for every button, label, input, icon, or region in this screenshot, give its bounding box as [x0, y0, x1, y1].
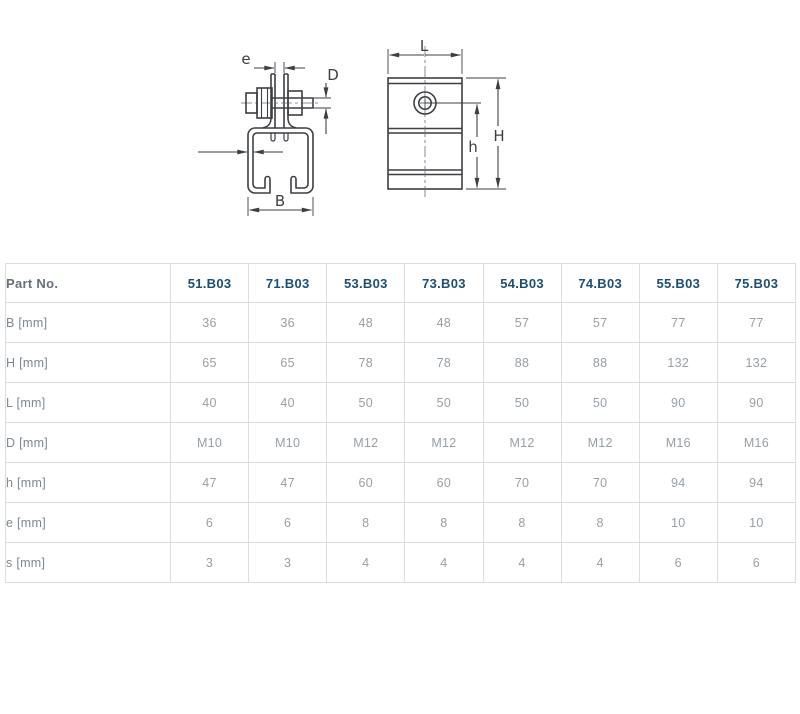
value-cell: 10 [717, 503, 795, 543]
e-extension-lines [275, 62, 284, 73]
table-row [6, 503, 796, 543]
row-label: B [mm] [6, 303, 171, 343]
value-cell: M12 [327, 423, 405, 463]
value-cell: 65 [171, 343, 249, 383]
value-cell: 78 [405, 343, 483, 383]
row-label: h [mm] [6, 463, 171, 503]
table-row [6, 423, 796, 463]
value-cell: 4 [483, 543, 561, 583]
row-label: e [mm] [6, 503, 171, 543]
value-cell: 4 [327, 543, 405, 583]
row-label: L [mm] [6, 383, 171, 423]
value-cell: 6 [639, 543, 717, 583]
value-cell: 3 [249, 543, 327, 583]
dim-label-H: H [493, 127, 505, 145]
value-cell: 90 [717, 383, 795, 423]
value-cell: 88 [483, 343, 561, 383]
dim-label-B: B [274, 192, 286, 210]
value-cell: 90 [639, 383, 717, 423]
value-cell: 48 [405, 303, 483, 343]
dim-label-e: e [241, 50, 251, 68]
value-cell: 50 [405, 383, 483, 423]
part-number-header: 51.B03 [171, 264, 249, 303]
value-cell: 3 [171, 543, 249, 583]
value-cell: M12 [405, 423, 483, 463]
value-cell: 47 [249, 463, 327, 503]
value-cell: 40 [249, 383, 327, 423]
side-view-figure [388, 46, 462, 200]
value-cell: 8 [405, 503, 483, 543]
value-cell: 50 [561, 383, 639, 423]
spec-table [5, 263, 796, 583]
value-cell: 6 [171, 503, 249, 543]
value-cell: 47 [171, 463, 249, 503]
dim-label-h: h [468, 138, 478, 156]
value-cell: 77 [717, 303, 795, 343]
table-header-row [6, 264, 796, 303]
value-cell: 50 [327, 383, 405, 423]
value-cell: 40 [171, 383, 249, 423]
part-number-header: 74.B03 [561, 264, 639, 303]
value-cell: 70 [561, 463, 639, 503]
row-label: D [mm] [6, 423, 171, 463]
value-cell: 36 [249, 303, 327, 343]
value-cell: 6 [717, 543, 795, 583]
technical-drawings [0, 0, 800, 250]
part-number-header: 73.B03 [405, 264, 483, 303]
part-number-header: 71.B03 [249, 264, 327, 303]
table-row [6, 543, 796, 583]
part-number-header: 55.B03 [639, 264, 717, 303]
dim-label-L: L [419, 37, 429, 55]
value-cell: 4 [405, 543, 483, 583]
value-cell: 77 [639, 303, 717, 343]
value-cell: 57 [483, 303, 561, 343]
value-cell: M10 [249, 423, 327, 463]
value-cell: 48 [327, 303, 405, 343]
value-cell: 57 [561, 303, 639, 343]
value-cell: 132 [717, 343, 795, 383]
value-cell: 36 [171, 303, 249, 343]
value-cell: M10 [171, 423, 249, 463]
value-cell: 65 [249, 343, 327, 383]
value-cell: M12 [483, 423, 561, 463]
value-cell: 88 [561, 343, 639, 383]
strap-tab-left [271, 133, 275, 141]
value-cell: 10 [639, 503, 717, 543]
value-cell: M12 [561, 423, 639, 463]
table-row [6, 383, 796, 423]
value-cell: 70 [483, 463, 561, 503]
dim-label-D: D [327, 66, 339, 84]
part-number-header: 54.B03 [483, 264, 561, 303]
c-profile-outline [248, 128, 313, 193]
part-number-header: 53.B03 [327, 264, 405, 303]
value-cell: 78 [327, 343, 405, 383]
value-cell: 8 [483, 503, 561, 543]
value-cell: 6 [249, 503, 327, 543]
row-label: H [mm] [6, 343, 171, 383]
corner-label: Part No. [6, 264, 171, 303]
value-cell: 4 [561, 543, 639, 583]
value-cell: 94 [639, 463, 717, 503]
value-cell: 8 [327, 503, 405, 543]
value-cell: 60 [327, 463, 405, 503]
value-cell: 94 [717, 463, 795, 503]
table-row [6, 463, 796, 503]
row-label: s [mm] [6, 543, 171, 583]
value-cell: 60 [405, 463, 483, 503]
strap-tab-right [284, 133, 288, 141]
front-view-figure [241, 74, 321, 193]
value-cell: 8 [561, 503, 639, 543]
value-cell: M16 [717, 423, 795, 463]
value-cell: 132 [639, 343, 717, 383]
value-cell: 50 [483, 383, 561, 423]
table-row [6, 343, 796, 383]
part-number-header: 75.B03 [717, 264, 795, 303]
table-row [6, 303, 796, 343]
value-cell: M16 [639, 423, 717, 463]
